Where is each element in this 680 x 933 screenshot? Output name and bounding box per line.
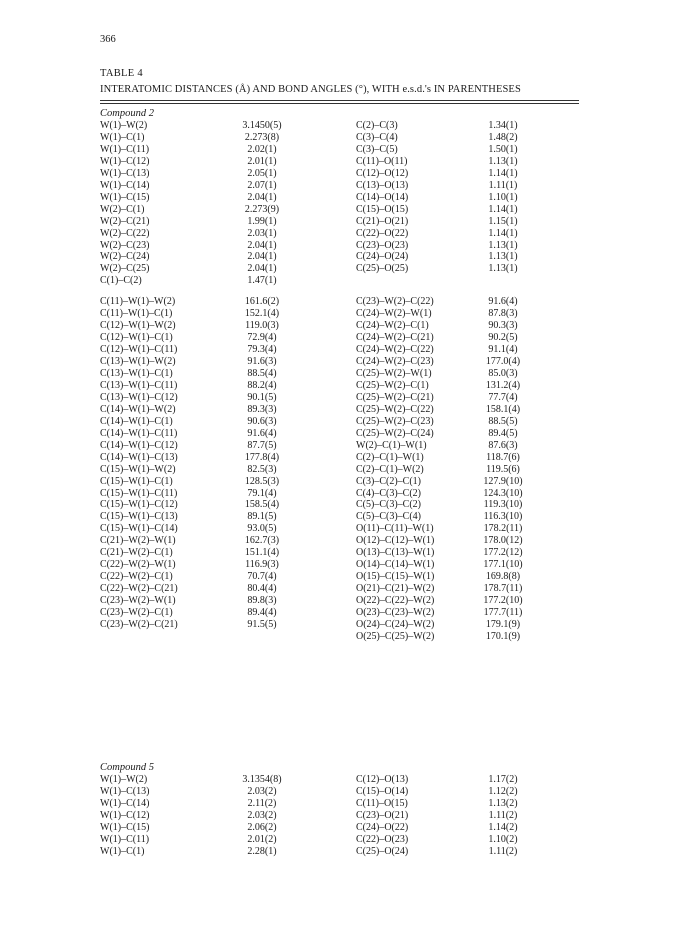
table-row (0, 392, 680, 403)
bond-value: 91.6(4) (488, 296, 518, 308)
table-row (0, 144, 680, 155)
table-row (0, 798, 680, 809)
bond-label: W(1)–C(12) (100, 809, 150, 821)
bond-value: 2.01(1) (247, 155, 277, 167)
table-row (0, 619, 680, 630)
bond-label: C(21)–W(2)–W(1) (100, 535, 176, 547)
bond-label: W(1)–C(11) (100, 143, 150, 155)
bond-value: 119.5(6) (486, 463, 520, 475)
bond-value: 88.5(5) (488, 415, 518, 427)
bond-value: 128.5(3) (244, 475, 280, 487)
table-row (0, 132, 680, 143)
bond-value: 2.273(9) (244, 203, 280, 215)
table-row (0, 523, 680, 534)
table-row (0, 416, 680, 427)
bond-label: C(13)–W(1)–C(12) (100, 391, 178, 403)
bond-label: C(23)–W(2)–C(1) (100, 607, 173, 618)
bond-value: 90.6(3) (247, 415, 277, 427)
bond-label: C(25)–O(25) (356, 263, 409, 275)
bond-value: 3.1354(8) (242, 774, 282, 785)
bond-label: C(25)–W(2)–C(22) (356, 403, 434, 415)
bond-value: 127.9(10) (483, 475, 523, 487)
bond-label: C(22)–W(2)–W(1) (100, 559, 176, 571)
bond-value: 178.7(11) (483, 583, 523, 595)
bond-label: C(14)–W(1)–W(2) (100, 403, 176, 415)
table-row (0, 156, 680, 167)
bond-label: W(1)–C(13) (100, 167, 150, 179)
bond-value: 2.01(2) (247, 833, 277, 845)
bond-value: 89.4(4) (247, 607, 277, 618)
bond-label: C(5)–C(3)–C(4) (356, 511, 421, 523)
bond-label: W(1)–C(1) (100, 845, 145, 857)
bond-value: 124.3(10) (483, 487, 523, 499)
bond-value: 87.7(5) (247, 439, 277, 451)
bond-label: C(3)–C(5) (356, 143, 398, 155)
bond-label: W(2)–C(24) (100, 251, 150, 263)
bond-value: 2.04(1) (247, 191, 277, 203)
bond-value: 90.1(5) (247, 391, 277, 403)
table-row (0, 320, 680, 331)
table-row (0, 275, 680, 286)
bond-label: W(2)–C(1) (100, 203, 145, 215)
bond-label: C(14)–W(1)–C(11) (100, 427, 178, 439)
bond-value: 2.03(1) (247, 227, 277, 239)
table-row (0, 368, 680, 379)
bond-label: C(23)–O(23) (356, 239, 409, 251)
table-row (0, 404, 680, 415)
bond-value: 2.03(2) (247, 786, 277, 797)
bond-value: 1.11(2) (488, 809, 518, 821)
bond-label: O(23)–C(23)–W(2) (356, 607, 435, 618)
bond-label: W(1)–W(2) (100, 120, 148, 131)
bond-label: C(2)–C(3) (356, 120, 398, 131)
bond-label: C(12)–O(13) (356, 774, 409, 785)
bond-label: W(2)–C(1)–W(1) (356, 439, 427, 451)
bond-label: C(24)–W(2)–C(21) (356, 332, 434, 344)
bond-value: 179.1(9) (485, 619, 521, 630)
bond-value: 70.7(4) (247, 571, 277, 583)
bond-value: 1.10(1) (488, 191, 518, 203)
bond-label: C(22)–W(2)–C(21) (100, 583, 178, 595)
table-row (0, 786, 680, 797)
bond-value: 1.11(2) (488, 845, 518, 857)
bond-label: C(15)–W(1)–W(2) (100, 463, 176, 475)
bond-value: 116.9(3) (245, 559, 279, 571)
bond-label: C(15)–O(15) (356, 203, 409, 215)
table-row (0, 595, 680, 606)
bond-label: O(11)–C(11)–W(1) (356, 523, 434, 535)
bond-label: C(3)–C(4) (356, 131, 398, 143)
table-row (0, 296, 680, 307)
bond-label: W(1)–C(12) (100, 155, 150, 167)
bond-label: O(22)–C(22)–W(2) (356, 595, 435, 606)
bond-label: C(3)–C(2)–C(1) (356, 475, 421, 487)
bond-label: C(5)–C(3)–C(2) (356, 499, 421, 511)
bond-label: C(24)–W(2)–C(23) (356, 356, 434, 367)
table-row (0, 822, 680, 833)
bond-label: C(14)–O(14) (356, 191, 409, 203)
bond-value: 158.5(4) (244, 499, 280, 511)
bond-label: W(1)–W(2) (100, 774, 148, 785)
bond-label: O(14)–C(14)–W(1) (356, 559, 435, 571)
bond-label: W(1)–C(13) (100, 786, 150, 797)
bond-label: C(13)–W(1)–C(11) (100, 379, 178, 391)
bond-label: O(12)–C(12)–W(1) (356, 535, 435, 547)
bond-label: O(13)–C(13)–W(1) (356, 547, 435, 559)
section-heading: Compound 2 (100, 108, 154, 119)
bond-label: W(1)–C(14) (100, 179, 150, 191)
bond-value: 2.273(8) (244, 131, 280, 143)
bond-value: 93.0(5) (247, 523, 277, 535)
bond-label: C(21)–W(2)–C(1) (100, 547, 173, 559)
bond-label: W(1)–C(15) (100, 821, 150, 833)
bond-value: 177.0(4) (485, 356, 521, 367)
bond-value: 131.2(4) (485, 379, 521, 391)
bond-value: 158.1(4) (485, 403, 521, 415)
bond-label: C(22)–O(22) (356, 227, 409, 239)
bond-value: 119.0(3) (245, 320, 279, 332)
bond-label: C(11)–O(11) (356, 155, 408, 167)
bond-value: 178.2(11) (483, 523, 523, 535)
bond-label: C(24)–W(2)–C(1) (356, 320, 429, 332)
bond-value: 1.13(2) (488, 797, 518, 809)
bond-label: C(12)–O(12) (356, 167, 409, 179)
bond-label: C(14)–W(1)–C(12) (100, 439, 178, 451)
bond-value: 1.48(2) (488, 131, 518, 143)
table-row (0, 571, 680, 582)
bond-label: C(25)–O(24) (356, 845, 409, 857)
table-row (0, 204, 680, 215)
bond-value: 91.1(4) (488, 344, 518, 356)
table-row (0, 464, 680, 475)
bond-value: 177.7(11) (483, 607, 523, 618)
bond-label: C(22)–O(23) (356, 833, 409, 845)
table-row (0, 440, 680, 451)
bond-value: 2.07(1) (247, 179, 277, 191)
bond-label: O(15)–C(15)–W(1) (356, 571, 435, 583)
bond-label: C(11)–O(15) (356, 797, 408, 809)
bond-value: 89.1(5) (247, 511, 277, 523)
bond-value: 1.14(1) (488, 227, 518, 239)
bond-value: 1.50(1) (488, 143, 518, 155)
bond-value: 2.04(1) (247, 263, 277, 275)
table-row (0, 535, 680, 546)
bond-value: 162.7(3) (244, 535, 280, 547)
bond-value: 1.13(1) (488, 155, 518, 167)
table-row (0, 499, 680, 510)
bond-value: 2.05(1) (247, 167, 277, 179)
bond-label: C(12)–W(1)–C(1) (100, 332, 173, 344)
bond-value: 91.6(4) (247, 427, 277, 439)
table-row (0, 511, 680, 522)
bond-value: 177.1(10) (483, 559, 523, 571)
bond-label: W(2)–C(25) (100, 263, 150, 275)
table-row (0, 607, 680, 618)
bond-value: 1.13(1) (488, 251, 518, 263)
bond-label: C(1)–C(2) (100, 275, 142, 287)
table-row (0, 488, 680, 499)
table-row (0, 547, 680, 558)
bond-label: W(2)–C(22) (100, 227, 150, 239)
bond-label: C(15)–O(14) (356, 786, 409, 797)
bond-value: 85.0(3) (488, 368, 518, 379)
bond-label: C(15)–W(1)–C(12) (100, 499, 178, 511)
table-row (0, 180, 680, 191)
bond-label: C(25)–W(2)–C(21) (356, 391, 434, 403)
bond-value: 151.1(4) (244, 547, 280, 559)
bond-label: O(21)–C(21)–W(2) (356, 583, 435, 595)
table-row (0, 774, 680, 785)
table-caption: INTERATOMIC DISTANCES (Å) AND BOND ANGLES (°), WITH e.s.d.'s IN PARENTHESES (100, 84, 521, 95)
bond-value: 116.3(10) (483, 511, 523, 523)
bond-value: 2.04(1) (247, 239, 277, 251)
bond-label: W(1)–C(14) (100, 797, 150, 809)
table-row (0, 216, 680, 227)
bond-label: C(13)–W(1)–W(2) (100, 356, 176, 367)
bond-value: 1.17(2) (488, 774, 518, 785)
bond-value: 152.1(4) (244, 308, 280, 320)
table-row (0, 240, 680, 251)
bond-value: 1.15(1) (488, 215, 518, 227)
table-row (0, 810, 680, 821)
bond-label: C(24)–O(24) (356, 251, 409, 263)
bond-value: 1.13(1) (488, 263, 518, 275)
bond-label: C(21)–O(21) (356, 215, 409, 227)
bond-value: 90.3(3) (488, 320, 518, 332)
bond-label: C(24)–W(2)–W(1) (356, 308, 432, 320)
bond-label: W(1)–C(11) (100, 833, 150, 845)
bond-label: C(25)–W(2)–C(23) (356, 415, 434, 427)
bond-label: C(23)–W(2)–C(21) (100, 619, 178, 630)
bond-value: 2.03(2) (247, 809, 277, 821)
bond-value: 177.8(4) (244, 451, 280, 463)
bond-value: 1.14(2) (488, 821, 518, 833)
bond-value: 178.0(12) (483, 535, 523, 547)
bond-value: 91.5(5) (247, 619, 277, 630)
bond-value: 90.2(5) (488, 332, 518, 344)
bond-label: W(2)–C(23) (100, 239, 150, 251)
caption-rule (100, 100, 579, 101)
bond-value: 1.12(2) (488, 786, 518, 797)
bond-label: C(23)–W(2)–W(1) (100, 595, 176, 606)
table-row (0, 356, 680, 367)
bond-value: 88.2(4) (247, 379, 277, 391)
bond-value: 87.8(3) (488, 308, 518, 320)
table-row (0, 834, 680, 845)
bond-label: C(25)–W(2)–W(1) (356, 368, 432, 379)
bond-value: 87.6(3) (488, 439, 518, 451)
bond-label: W(2)–C(21) (100, 215, 150, 227)
bond-value: 177.2(12) (483, 547, 523, 559)
bond-value: 1.34(1) (488, 120, 518, 131)
bond-value: 82.5(3) (247, 463, 277, 475)
bond-label: C(14)–W(1)–C(13) (100, 451, 178, 463)
table-row (0, 428, 680, 439)
bond-label: C(11)–W(1)–W(2) (100, 296, 176, 308)
bond-label: C(23)–W(2)–C(22) (356, 296, 434, 308)
table-row (0, 120, 680, 131)
bond-value: 1.10(2) (488, 833, 518, 845)
bond-value: 79.3(4) (247, 344, 277, 356)
bond-value: 1.11(1) (488, 179, 518, 191)
bond-label: C(12)–W(1)–C(11) (100, 344, 178, 356)
bond-value: 1.14(1) (488, 203, 518, 215)
bond-label: W(1)–C(1) (100, 131, 145, 143)
bond-label: C(25)–W(2)–C(24) (356, 427, 434, 439)
caption-subrule (100, 103, 579, 104)
table-row (0, 228, 680, 239)
bond-label: C(13)–O(13) (356, 179, 409, 191)
bond-value: 2.06(2) (247, 821, 277, 833)
bond-value: 177.2(10) (483, 595, 523, 606)
bond-label: O(25)–C(25)–W(2) (356, 630, 435, 642)
section-heading: Compound 5 (100, 762, 154, 773)
bond-value: 118.7(6) (486, 451, 520, 463)
page-number: 366 (100, 34, 116, 45)
bond-value: 88.5(4) (247, 368, 277, 379)
bond-label: C(24)–W(2)–C(22) (356, 344, 434, 356)
bond-value: 91.6(3) (247, 356, 277, 367)
bond-label: C(13)–W(1)–C(1) (100, 368, 173, 379)
bond-label: C(2)–C(1)–W(1) (356, 451, 424, 463)
bond-value: 161.6(2) (244, 296, 280, 308)
table-row (0, 380, 680, 391)
bond-label: C(12)–W(1)–W(2) (100, 320, 176, 332)
bond-value: 79.1(4) (247, 487, 277, 499)
bond-value: 169.8(8) (485, 571, 521, 583)
bond-value: 2.28(1) (247, 845, 277, 857)
bond-label: C(4)–C(3)–C(2) (356, 487, 421, 499)
bond-value: 89.4(5) (488, 427, 518, 439)
bond-label: C(25)–W(2)–C(1) (356, 379, 429, 391)
table-label: TABLE 4 (100, 68, 143, 79)
bond-label: C(15)–W(1)–C(11) (100, 487, 178, 499)
bond-value: 1.47(1) (247, 275, 277, 287)
bond-label: C(23)–O(21) (356, 809, 409, 821)
bond-label: C(15)–W(1)–C(13) (100, 511, 178, 523)
bond-value: 2.02(1) (247, 143, 277, 155)
bond-value: 80.4(4) (247, 583, 277, 595)
bond-value: 1.99(1) (247, 215, 277, 227)
table-row (0, 344, 680, 355)
table-row (0, 583, 680, 594)
bond-label: C(15)–W(1)–C(1) (100, 475, 173, 487)
bond-value: 1.14(1) (488, 167, 518, 179)
table-row (0, 631, 680, 642)
bond-value: 1.13(1) (488, 239, 518, 251)
bond-label: C(2)–C(1)–W(2) (356, 463, 424, 475)
bond-label: C(15)–W(1)–C(14) (100, 523, 178, 535)
bond-value: 3.1450(5) (242, 120, 282, 131)
table-row (0, 476, 680, 487)
bond-value: 2.04(1) (247, 251, 277, 263)
bond-value: 170.1(9) (485, 630, 521, 642)
table-row (0, 263, 680, 274)
bond-value: 119.3(10) (483, 499, 523, 511)
table-row (0, 308, 680, 319)
table-row (0, 332, 680, 343)
bond-value: 89.8(3) (247, 595, 277, 606)
bond-label: C(11)–W(1)–C(1) (100, 308, 173, 320)
bond-label: C(22)–W(2)–C(1) (100, 571, 173, 583)
bond-value: 2.11(2) (247, 797, 277, 809)
table-row (0, 452, 680, 463)
table-row (0, 251, 680, 262)
table-row (0, 192, 680, 203)
bond-label: C(24)–O(22) (356, 821, 409, 833)
table-row (0, 559, 680, 570)
bond-value: 77.7(4) (488, 391, 518, 403)
bond-label: O(24)–C(24)–W(2) (356, 619, 435, 630)
bond-value: 72.9(4) (247, 332, 277, 344)
table-row (0, 846, 680, 857)
bond-value: 89.3(3) (247, 403, 277, 415)
bond-label: C(14)–W(1)–C(1) (100, 415, 173, 427)
bond-label: W(1)–C(15) (100, 191, 150, 203)
table-row (0, 168, 680, 179)
